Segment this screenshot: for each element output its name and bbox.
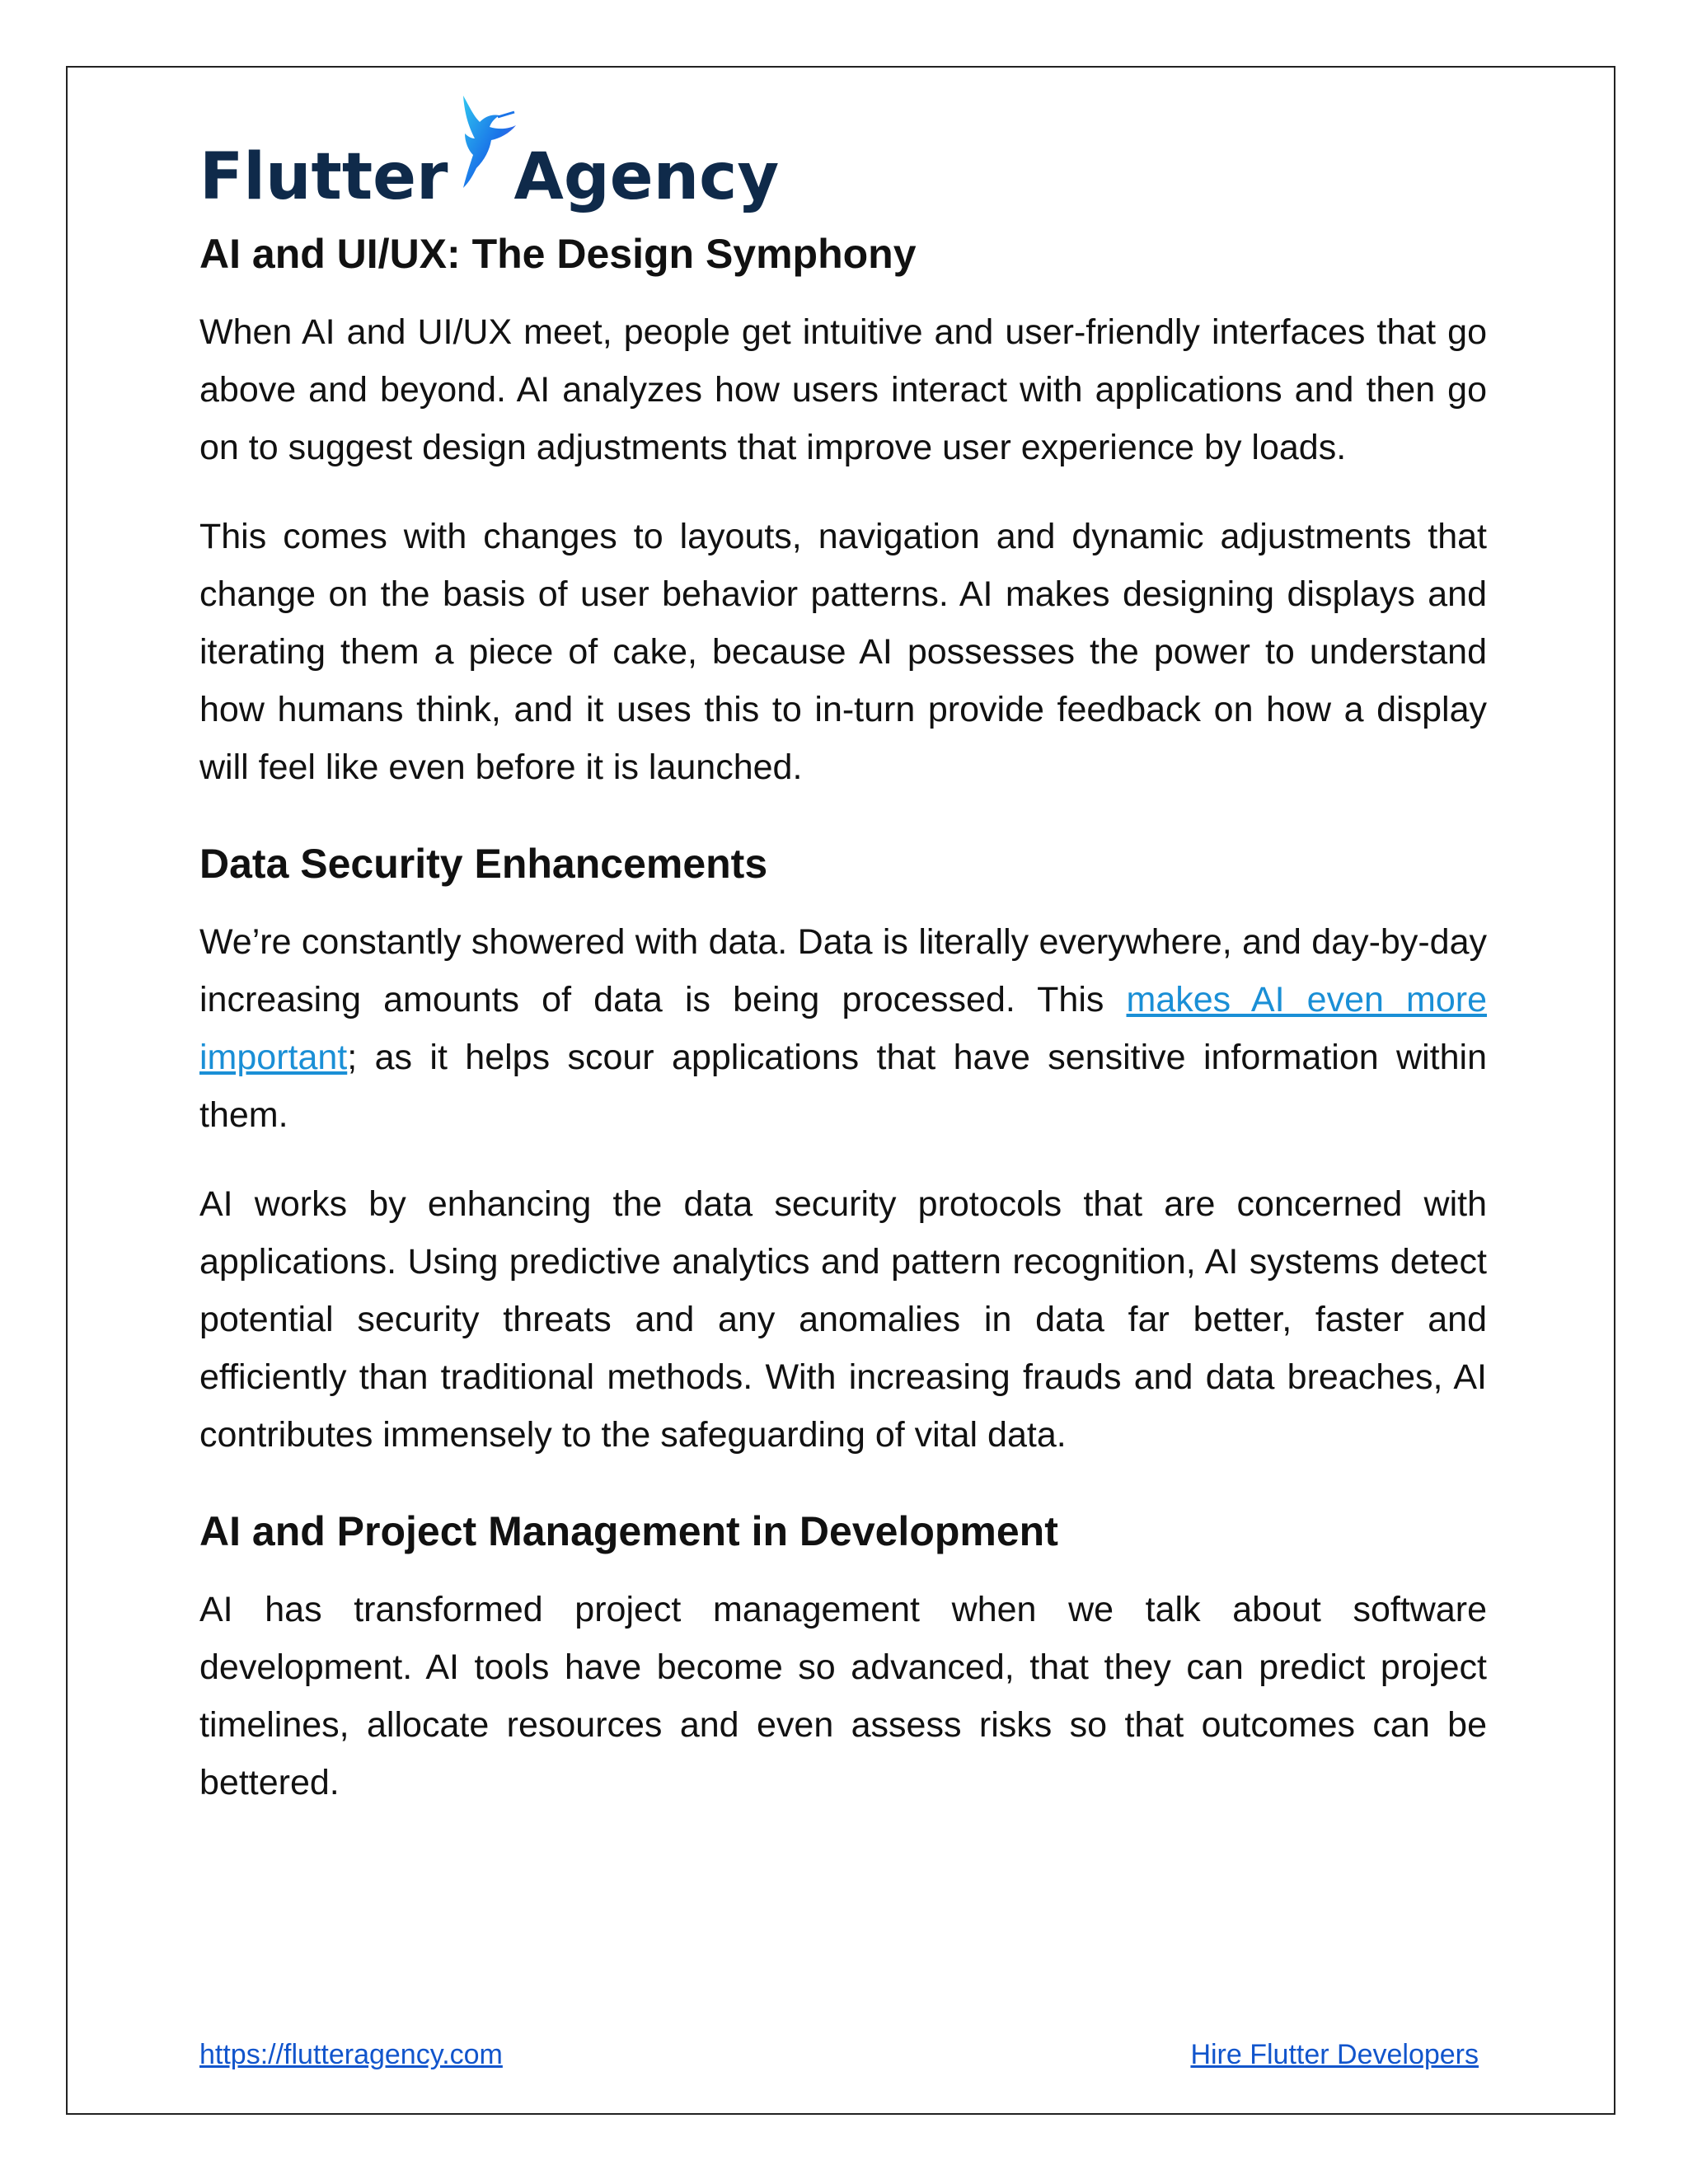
logo-word-agency: Agency	[513, 140, 780, 214]
heading-data-security: Data Security Enhancements	[199, 841, 768, 887]
paragraph-ai-uiux-1: When AI and UI/UX meet, people get intuitive and user-friendly interfaces that go above and beyond. AI analyzes how users interact with applications and then go on to suggest design adjustments that improve user experience by loads.	[199, 312, 1487, 467]
heading-project-management: AI and Project Management in Development	[199, 1508, 1058, 1554]
hummingbird-icon	[452, 92, 518, 191]
paragraph-text-before-link: We’re constantly showered with data. Data is literally everywhere, and day-by-day increasing amounts of data is being processed. This	[199, 922, 1487, 1019]
page-footer	[199, 2039, 1479, 2071]
footer-hire-developers-link[interactable]: Hire Flutter Developers	[1190, 2039, 1479, 2070]
paragraph-data-security-1	[199, 913, 1487, 1144]
footer-website-link[interactable]: https://flutteragency.com	[199, 2039, 503, 2070]
flutter-agency-logo	[199, 92, 1487, 214]
document-body	[199, 92, 1487, 1843]
paragraph-project-management-1: AI has transformed project management when we talk about software development. AI tools have become so advanced, that they can predict project timelines, allocate resources and even assess risks so that outcomes can be bettered.	[199, 1590, 1487, 1802]
paragraph-text-after-link: ; as it helps scour applications that have sensitive information within them.	[199, 1038, 1487, 1135]
paragraph-data-security-2: AI works by enhancing the data security protocols that are concerned with applications. Using predictive analytics and pattern recognition, AI systems detect potential security threats and any anomalies in data far better, faster and efficiently than traditional methods. With increasing frauds and data breaches, AI contributes immensely to the safeguarding of vital data.	[199, 1184, 1487, 1455]
logo-word-flutter: Flutter	[199, 140, 448, 214]
makes-ai-more-important-link[interactable]: makes AI even more important	[199, 980, 1487, 1077]
heading-ai-uiux: AI and UI/UX: The Design Symphony	[199, 231, 917, 277]
paragraph-ai-uiux-2: This comes with changes to layouts, navigation and dynamic adjustments that change on the basis of user behavior patterns. AI makes designing displays and iterating them a piece of cake, because AI possesses the power to understand how humans think, and it uses this to in-turn provide feedback on how a display will feel like even before it is launched.	[199, 517, 1487, 787]
